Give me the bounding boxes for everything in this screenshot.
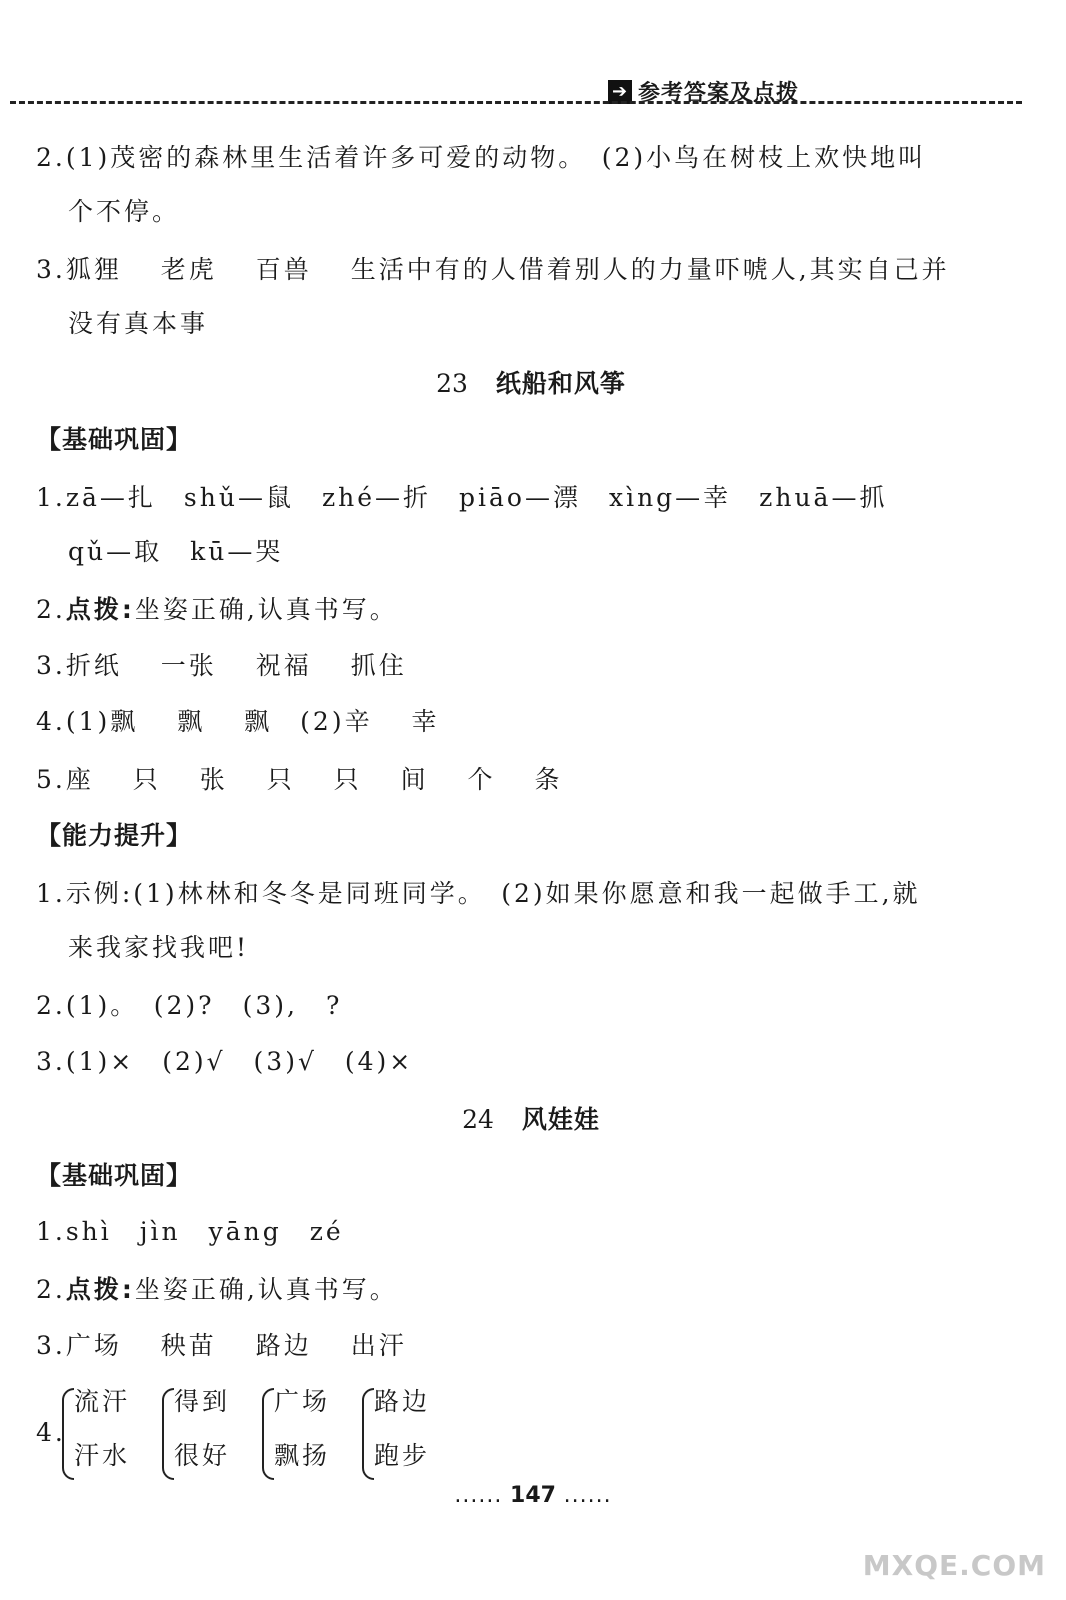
prev-q2-line1: 2.(1)茂密的森林里生活着许多可爱的动物。 (2)小鸟在树枝上欢快地叫 xyxy=(36,143,927,172)
lesson-24-title xyxy=(36,1100,1026,1136)
l23-a3: 3.(1)× (2)√ (3)√ (4)× xyxy=(36,1047,414,1076)
watermark: MXQE.COM xyxy=(862,1549,1046,1582)
l24-q2-text: 坐姿正确,认真书写。 xyxy=(134,1275,398,1304)
word-top: 得到 xyxy=(174,1387,231,1416)
lesson-23-number: 23 xyxy=(436,369,468,398)
word-top: 广场 xyxy=(274,1387,331,1416)
word-top: 流汗 xyxy=(74,1387,131,1416)
lesson-24-name: 风娃娃 xyxy=(521,1105,600,1134)
l23-a2: 2.(1)。 (2)? (3), ? xyxy=(36,991,343,1020)
prev-q3-line1: 3.狐狸 老虎 百兽 生活中有的人借着别人的力量吓唬人,其实自己并 xyxy=(36,255,950,284)
header-divider xyxy=(10,101,1022,104)
l23-q2-text: 坐姿正确,认真书写。 xyxy=(134,595,398,624)
page-dots-right: ...... xyxy=(563,1483,612,1508)
brace-icon xyxy=(162,1388,174,1480)
prev-q3-line2: 没有真本事 xyxy=(68,309,209,338)
l23-q2-prefix: 2. xyxy=(36,595,66,624)
l24-q2 xyxy=(36,1270,398,1306)
lesson-23-title xyxy=(36,364,1026,400)
l23-a1-line2: 来我家找我吧! xyxy=(68,933,250,962)
prev-q2-line2: 个不停。 xyxy=(68,197,181,226)
lesson-23-name: 纸船和风筝 xyxy=(495,369,626,398)
page-number-value: 147 xyxy=(510,1483,556,1508)
l23-q1-line2: qǔ—取 kū—哭 xyxy=(68,537,284,566)
page-number xyxy=(0,1483,1066,1508)
section-header-title: 参考答案及点拨 xyxy=(638,81,800,106)
l24-basic-heading: 【基础巩固】 xyxy=(36,1161,193,1190)
l23-q1-line1: 1.zā—扎 shǔ—鼠 zhé—折 piāo—漂 xìng—幸 zhuā—抓 xyxy=(36,483,888,512)
l23-q2 xyxy=(36,590,398,626)
l24-q2-prefix: 2. xyxy=(36,1275,66,1304)
l24-q3: 3.广场 秧苗 路边 出汗 xyxy=(36,1331,407,1360)
brace-icon xyxy=(62,1388,74,1480)
l24-q1: 1.shì jìn yāng zé xyxy=(36,1217,344,1246)
word-bottom: 很好 xyxy=(174,1441,231,1470)
l23-a1-line1: 1.示例:(1)林林和冬冬是同班同学。 (2)如果你愿意和我一起做手工,就 xyxy=(36,879,921,908)
l24-q4-label: 4. xyxy=(36,1418,66,1447)
l23-q2-tip: 点拨: xyxy=(65,595,135,624)
word-top: 路边 xyxy=(374,1387,431,1416)
lesson-24-number: 24 xyxy=(462,1105,494,1134)
brace-icon xyxy=(362,1388,374,1480)
l23-q3: 3.折纸 一张 祝福 抓住 xyxy=(36,651,407,680)
right-arrow-icon: ➔ xyxy=(608,80,632,104)
brace-icon xyxy=(262,1388,274,1480)
l23-basic-heading: 【基础巩固】 xyxy=(36,425,193,454)
l23-q5: 5.座 只 张 只 只 间 个 条 xyxy=(36,765,563,794)
l23-ability-heading: 【能力提升】 xyxy=(36,821,193,850)
page-dots-left: ...... xyxy=(454,1483,503,1508)
l23-q4: 4.(1)飘 飘 飘 (2)辛 幸 xyxy=(36,707,440,736)
word-bottom: 汗水 xyxy=(74,1441,131,1470)
l24-q2-tip: 点拨: xyxy=(65,1275,135,1304)
word-bottom: 飘扬 xyxy=(274,1441,331,1470)
word-bottom: 跑步 xyxy=(374,1441,431,1470)
